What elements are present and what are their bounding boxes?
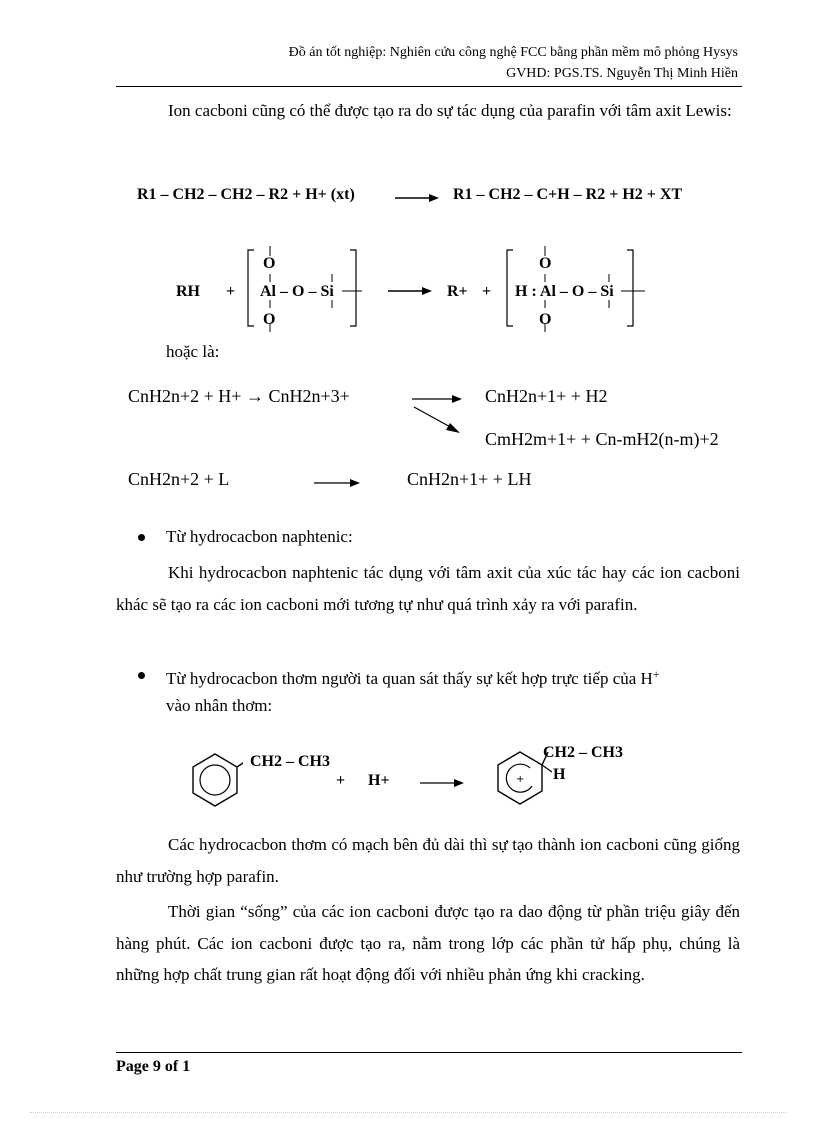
footer-rule xyxy=(116,1052,742,1053)
bullet-naphtenic-text: Từ hydrocacbon naphtenic: xyxy=(166,527,353,546)
reaction2-reactant: RH xyxy=(176,283,200,300)
aromatic-paragraph: Các hydrocacbon thơm có mạch bên đủ dài thì sự tạo thành ion cacboni cũng giống như trường hợp parafin. xyxy=(116,835,740,886)
page-edge-dotted xyxy=(30,1112,786,1113)
bullet-aromatic-sup: + xyxy=(652,668,660,681)
reaction1-right xyxy=(453,186,682,204)
reaction3-product2: CmH2m+1+ + Cn-mH2(n-m)+2 xyxy=(485,429,719,449)
zeolite-o-bottom: O xyxy=(263,311,276,328)
header-supervisor: GVHD: PGS.TS. Nguyễn Thị Minh Hiền xyxy=(506,66,738,81)
reaction1-right-text: R1 – CH2 – C+H – R2 + H2 + XT xyxy=(453,186,683,203)
bullet-naphtenic xyxy=(116,521,740,553)
bullet-dot xyxy=(138,534,145,541)
reaction2-arrow xyxy=(386,285,434,297)
reaction2-product-text: R+ xyxy=(447,283,468,300)
reaction1-left-text: R1 – CH2 – CH2 – R2 + H+ (xt) xyxy=(137,186,355,203)
page-number: Page 9 of 1 xyxy=(116,1058,191,1075)
reaction5-plus: + xyxy=(336,772,346,789)
reaction5-reagent: H+ xyxy=(368,772,390,789)
benzene-substituent: CH2 – CH3 xyxy=(250,753,330,770)
reaction2-product xyxy=(447,283,468,301)
zeolite-h-o-top: O xyxy=(539,255,552,272)
header-rule xyxy=(116,86,742,87)
bullet-aromatic-text-a: Từ hydrocacbon thơm người ta quan sát thấy sự kết hợp trực tiếp của H xyxy=(166,669,653,688)
reaction3-branch-arrows xyxy=(410,393,464,453)
zeolite-o-top: O xyxy=(263,255,276,272)
lifetime-paragraph: Thời gian “sống” của các ion cacboni được tạo ra dao động từ phần triệu giây đến hàng phút. Các ion cacboni được tạo ra, nằm trong lớp các phần tử hấp phụ, chúng là những hợp chất trung gian rất hoạt động đối với nhiều phản ứng khi cracking. xyxy=(116,902,740,984)
reaction1-left xyxy=(137,186,355,204)
reaction3-left: CnH2n+2 + H+ → CnH2n+3+ xyxy=(128,386,350,406)
benzenium-h: H xyxy=(553,766,566,783)
naphtenic-paragraph: Khi hydrocacbon naphtenic tác dụng với tâm axit của xúc tác hay các ion cacboni khác sẽ tạo ra các ion cacboni mới tương tự như quá trình xảy ra với parafin. xyxy=(116,563,740,614)
reaction5-arrow xyxy=(418,777,466,789)
reaction4-right: CnH2n+1+ + LH xyxy=(407,469,532,489)
header-title: Đồ án tốt nghiệp: Nghiên cứu công nghệ FCC bằng phần mềm mô phỏng Hysys xyxy=(288,45,738,60)
zeolite-catalyst: Al – O – Si xyxy=(260,283,334,300)
benzenium-substituent: CH2 – CH3 xyxy=(543,744,623,761)
reaction4-arrow xyxy=(312,477,362,489)
reaction3-product1: CnH2n+1+ + H2 xyxy=(485,386,608,406)
benzene-ring xyxy=(187,750,243,810)
zeolite-h-catalyst: H : Al – O – Si xyxy=(515,283,614,300)
intro-paragraph: Ion cacboni cũng có thể được tạo ra do sự tác dụng của parafin với tâm axit Lewis: xyxy=(168,101,732,120)
reaction4-left: CnH2n+2 + L xyxy=(128,469,230,489)
bullet-aromatic-continuation: vào nhân thơm: xyxy=(166,696,273,715)
reaction2-plus-2: + xyxy=(482,283,492,300)
reaction2-plus-1: + xyxy=(226,283,236,300)
zeolite-h-o-bottom: O xyxy=(539,311,552,328)
bullet-dot xyxy=(138,672,145,679)
reaction1-arrow xyxy=(393,192,441,204)
hoac-la-label: hoặc là: xyxy=(166,342,220,361)
svg-text:+: + xyxy=(516,774,525,785)
